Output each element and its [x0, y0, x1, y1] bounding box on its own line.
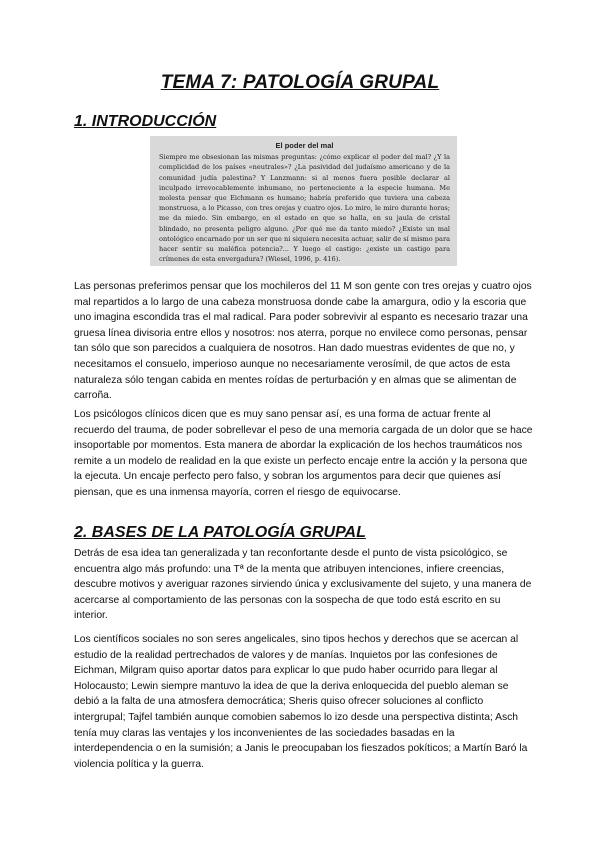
- section-heading-bases: 2. BASES DE LA PATOLOGÍA GRUPAL: [74, 524, 366, 541]
- page-title: TEMA 7: PATOLOGÍA GRUPAL: [160, 72, 440, 93]
- quote-box: [150, 136, 457, 266]
- paragraph: Los científicos sociales no son seres angelicales, sino tipos hechos y derechos que se acercan al estudio de la realidad pertrechados de valores y de manías. Inquietos por las confesiones de Eichman, Milgram quiso aportar datos para explicar lo que pudo haber ocurrido para llegar al Holocausto; Lewin siempre mantuvo la idea de que la deriva enloquecida del pueblo aleman se debió a la falta de una atmosfera democrática; Sheris quiso ofrecer soluciones al conflicto intergrupal; Tajfel también aunque comobien sabemos lo izo desde una perspectiva distinta; Asch tenía muy claras las ventajes y los inconvenientes de las sociedades basadas en la interdependencia o en la sumisión; a Janis le preocupaban los fieszados pokíticos; a Martín Baró la violencia política y la guerra.: [74, 634, 528, 770]
- paragraph: Los psicólogos clínicos dicen que es muy sano pensar así, es una forma de actuar frente al recuerdo del trauma, de poder sobrellevar el peso de una memoria cargada de un dolor que se hace insoportable por momentos. Esta manera de abordar la explicación de los hechos traumáticos nos remite a un modelo de realidad en la que existe un perfecto encaje entre la acción y la persona que la ejecuta. Un encaje perfecto pero falso, y sobran los argumentos para decir que quienes así piensan, que es una inmensa mayoría, corren el riesgo de equivocarse.: [74, 409, 533, 498]
- paragraph: Las personas preferimos pensar que los mochileros del 11 M son gente con tres orejas y cuatro ojos mal repartidos a lo largo de una cabeza monstruosa donde cabe la amargura, odio y la escoria que uno imagina escondida tras el mal radical. Para poder sobrevivir al espanto es necesario trazar una gruesa línea divisoria entre ellos y nosotros: nos aterra, porque no envilece como personas, pensar tan sólo que son parecidos a cualquiera de nosotros. Han dado muestras evidentes de que no, y necesitamos el consuelo, imperioso aunque no necesariamente verosímil, de que actos de esta naturaleza sólo tengan cabida en mentes roídas de perturbación y en almas que se alimentan de carroña.: [74, 281, 532, 402]
- paragraph: Detrás de esa idea tan generalizada y tan reconfortante desde el punto de vista psicológico, se encuentra algo más profundo: una Tª de la menta que atribuyen intenciones, infiere creencias, descubre motivos y averiguar razones sirviendo única y exclusivamente del sujeto, y una manera de acercarse al comportamiento de las personas con la sospecha de que todo está escrito en su interior.: [74, 548, 532, 622]
- quote-title: El poder del mal: [275, 141, 334, 150]
- section-heading-introduccion: 1. INTRODUCCIÓN: [74, 113, 217, 130]
- quote-text: Siempre me obsesionan las mismas preguntas: ¿cómo explicar el poder del mal? ¿Y la complicidad de los países «neutrales»? ¿La pasividad del judaísmo americano y de la comunidad judía palestina? Y Lanzmann: si al menos fuera posible declarar al inculpado irrevocablemente inhumano, no perteneciente a la especie humana. Me molesta pensar que Eichmann es humano; habría preferido que tuviera una cabeza monstruosa, a lo Picasso, con tres orejas y cuatro ojos. Lo miro, le miro durante horas; me da miedo. Sin embargo, en el estado en que se halla, en su jaula de cristal blindado, no presenta peligro alguno. ¿Por qué me da tanto miedo? ¿Existe un mal ontológico encarnado por un ser que ni siquiera necesita actuar, salir de sí mismo para hacer sentir su maléfica potencia?... Y luego el castigo: ¿existe un castigo para crímenes de esta envergadura? (Wiesel, 1996, p. 416).: [159, 153, 450, 264]
